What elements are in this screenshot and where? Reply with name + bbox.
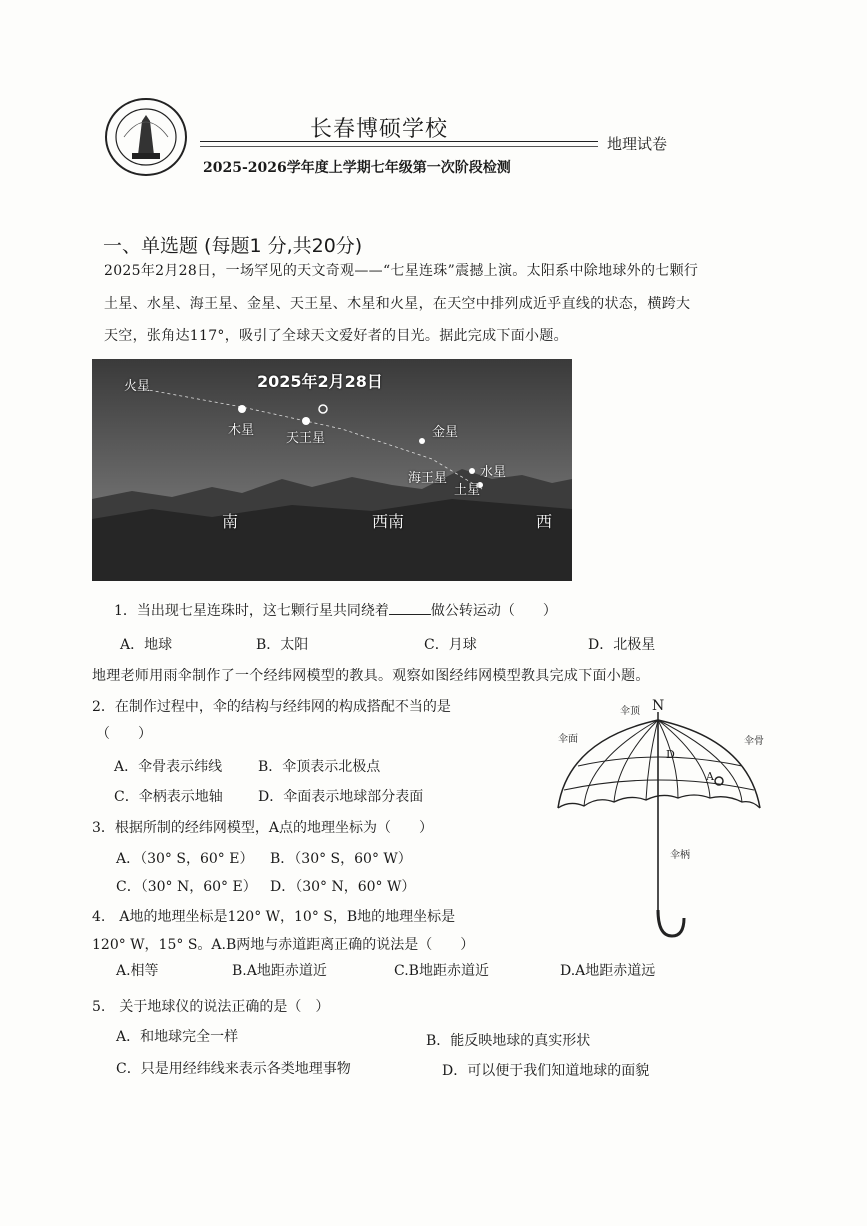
q3-option-c[interactable]: C．（30° N，60° E） <box>116 879 257 895</box>
q2-paren: （ ） <box>96 726 152 742</box>
q5-option-b[interactable]: B．能反映地球的真实形状 <box>426 1033 591 1049</box>
q4-option-c[interactable]: C.B地距赤道近 <box>394 963 489 979</box>
header-rule <box>200 141 598 142</box>
school-name: 长春博硕学校 <box>310 117 449 142</box>
point-d-label: D <box>666 748 675 761</box>
q2-option-b[interactable]: B．伞顶表示北极点 <box>258 759 381 775</box>
direction-label: 西南 <box>372 512 405 531</box>
school-seal-logo <box>104 97 188 177</box>
q4-option-d[interactable]: D.A地距赤道远 <box>560 963 656 979</box>
mercury-dot <box>469 468 475 474</box>
direction-label: 南 <box>222 512 239 531</box>
jupiter-dot <box>238 405 246 413</box>
planet-label: 火星 <box>124 379 151 394</box>
q3-option-b[interactable]: B．（30° S，60° W） <box>270 851 412 867</box>
q2-option-a[interactable]: A．伞骨表示纬线 <box>114 759 223 775</box>
question-2: 2．在制作过程中，伞的结构与经纬网的构成搭配不当的是 <box>92 699 451 715</box>
planet-label: 金星 <box>432 425 459 440</box>
handle-label: 伞柄 <box>670 850 690 861</box>
q5-option-c[interactable]: C．只是用经纬线来表示各类地理事物 <box>116 1061 351 1077</box>
exam-title: 2025-2026学年度上学期七年级第一次阶段检测 <box>203 160 511 176</box>
q1-stem-before: 1．当出现七星连珠时，这七颗行星共同绕着 <box>114 603 389 619</box>
q1-option-c[interactable]: C．月球 <box>424 637 477 653</box>
uranus-dot <box>302 417 310 425</box>
planet-label: 天王星 <box>286 431 326 446</box>
seven-planet-photo <box>92 359 572 581</box>
question-4-line2: 120° W，15° S。A.B两地与赤道距离正确的说法是（ ） <box>92 937 475 953</box>
point-a-label: A <box>706 770 714 783</box>
planet-label: 木星 <box>228 423 255 438</box>
venus-dot <box>419 438 425 444</box>
intro-line: 天空，张角达117°，吸引了全球天文爱好者的目光。据此完成下面小题。 <box>104 328 568 344</box>
q3-option-d[interactable]: D．（30° N，60° W） <box>270 879 416 895</box>
q5-option-a[interactable]: A．和地球完全一样 <box>116 1029 239 1045</box>
photo-date: 2025年2月28日 <box>257 372 383 391</box>
question-3: 3．根据所制的经纬网模型，A点的地理坐标为（ ） <box>92 820 434 836</box>
subject-label: 地理试卷 <box>607 135 668 153</box>
north-pole-label: N <box>652 698 665 714</box>
question-5: 5. 关于地球仪的说法正确的是（ ） <box>92 999 330 1015</box>
question-4-line1: 4. A地的地理坐标是120° W，10° S，B地的地理坐标是 <box>92 909 456 925</box>
top-center-label: 伞顶 <box>620 706 640 717</box>
section-title: 一、单选题 (每题1 分,共20分) <box>103 235 363 257</box>
question-1 <box>114 600 557 620</box>
q1-option-a[interactable]: A．地球 <box>120 637 173 653</box>
q2-option-d[interactable]: D．伞面表示地球部分表面 <box>258 789 424 805</box>
intro-line: 2025年2月28日，一场罕见的天文奇观——“七星连珠”震撼上演。太阳系中除地球外的七颗行 <box>104 263 699 279</box>
q4-option-a[interactable]: A.相等 <box>116 963 159 979</box>
header-rule-thin <box>200 146 598 147</box>
canopy-label: 伞面 <box>558 734 578 745</box>
q1-stem-after: 做公转运动（ ） <box>430 603 557 619</box>
planet-label: 土星 <box>454 483 481 498</box>
rib-label: 伞骨 <box>744 736 764 747</box>
umbrella-graticule-diagram <box>548 700 788 950</box>
umbrella-intro: 地理老师用雨伞制作了一个经纬网模型的教具。观察如图经纬网模型教具完成下面小题。 <box>92 668 650 684</box>
direction-label: 西 <box>536 512 553 531</box>
q1-blank <box>389 600 431 615</box>
planet-label: 海王星 <box>408 471 448 486</box>
q3-option-a[interactable]: A．（30° S，60° E） <box>116 851 254 867</box>
q2-option-c[interactable]: C．伞柄表示地轴 <box>114 789 223 805</box>
q5-option-d[interactable]: D．可以便于我们知道地球的面貌 <box>442 1063 650 1079</box>
q1-option-d[interactable]: D．北极星 <box>588 637 656 653</box>
planet-label: 水星 <box>480 465 507 480</box>
intro-line: 土星、水星、海王星、金星、天王星、木星和火星，在天空中排列成近乎直线的状态，横跨大 <box>104 296 691 312</box>
q4-option-b[interactable]: B.A地距赤道近 <box>232 963 327 979</box>
q1-option-b[interactable]: B．太阳 <box>256 637 309 653</box>
